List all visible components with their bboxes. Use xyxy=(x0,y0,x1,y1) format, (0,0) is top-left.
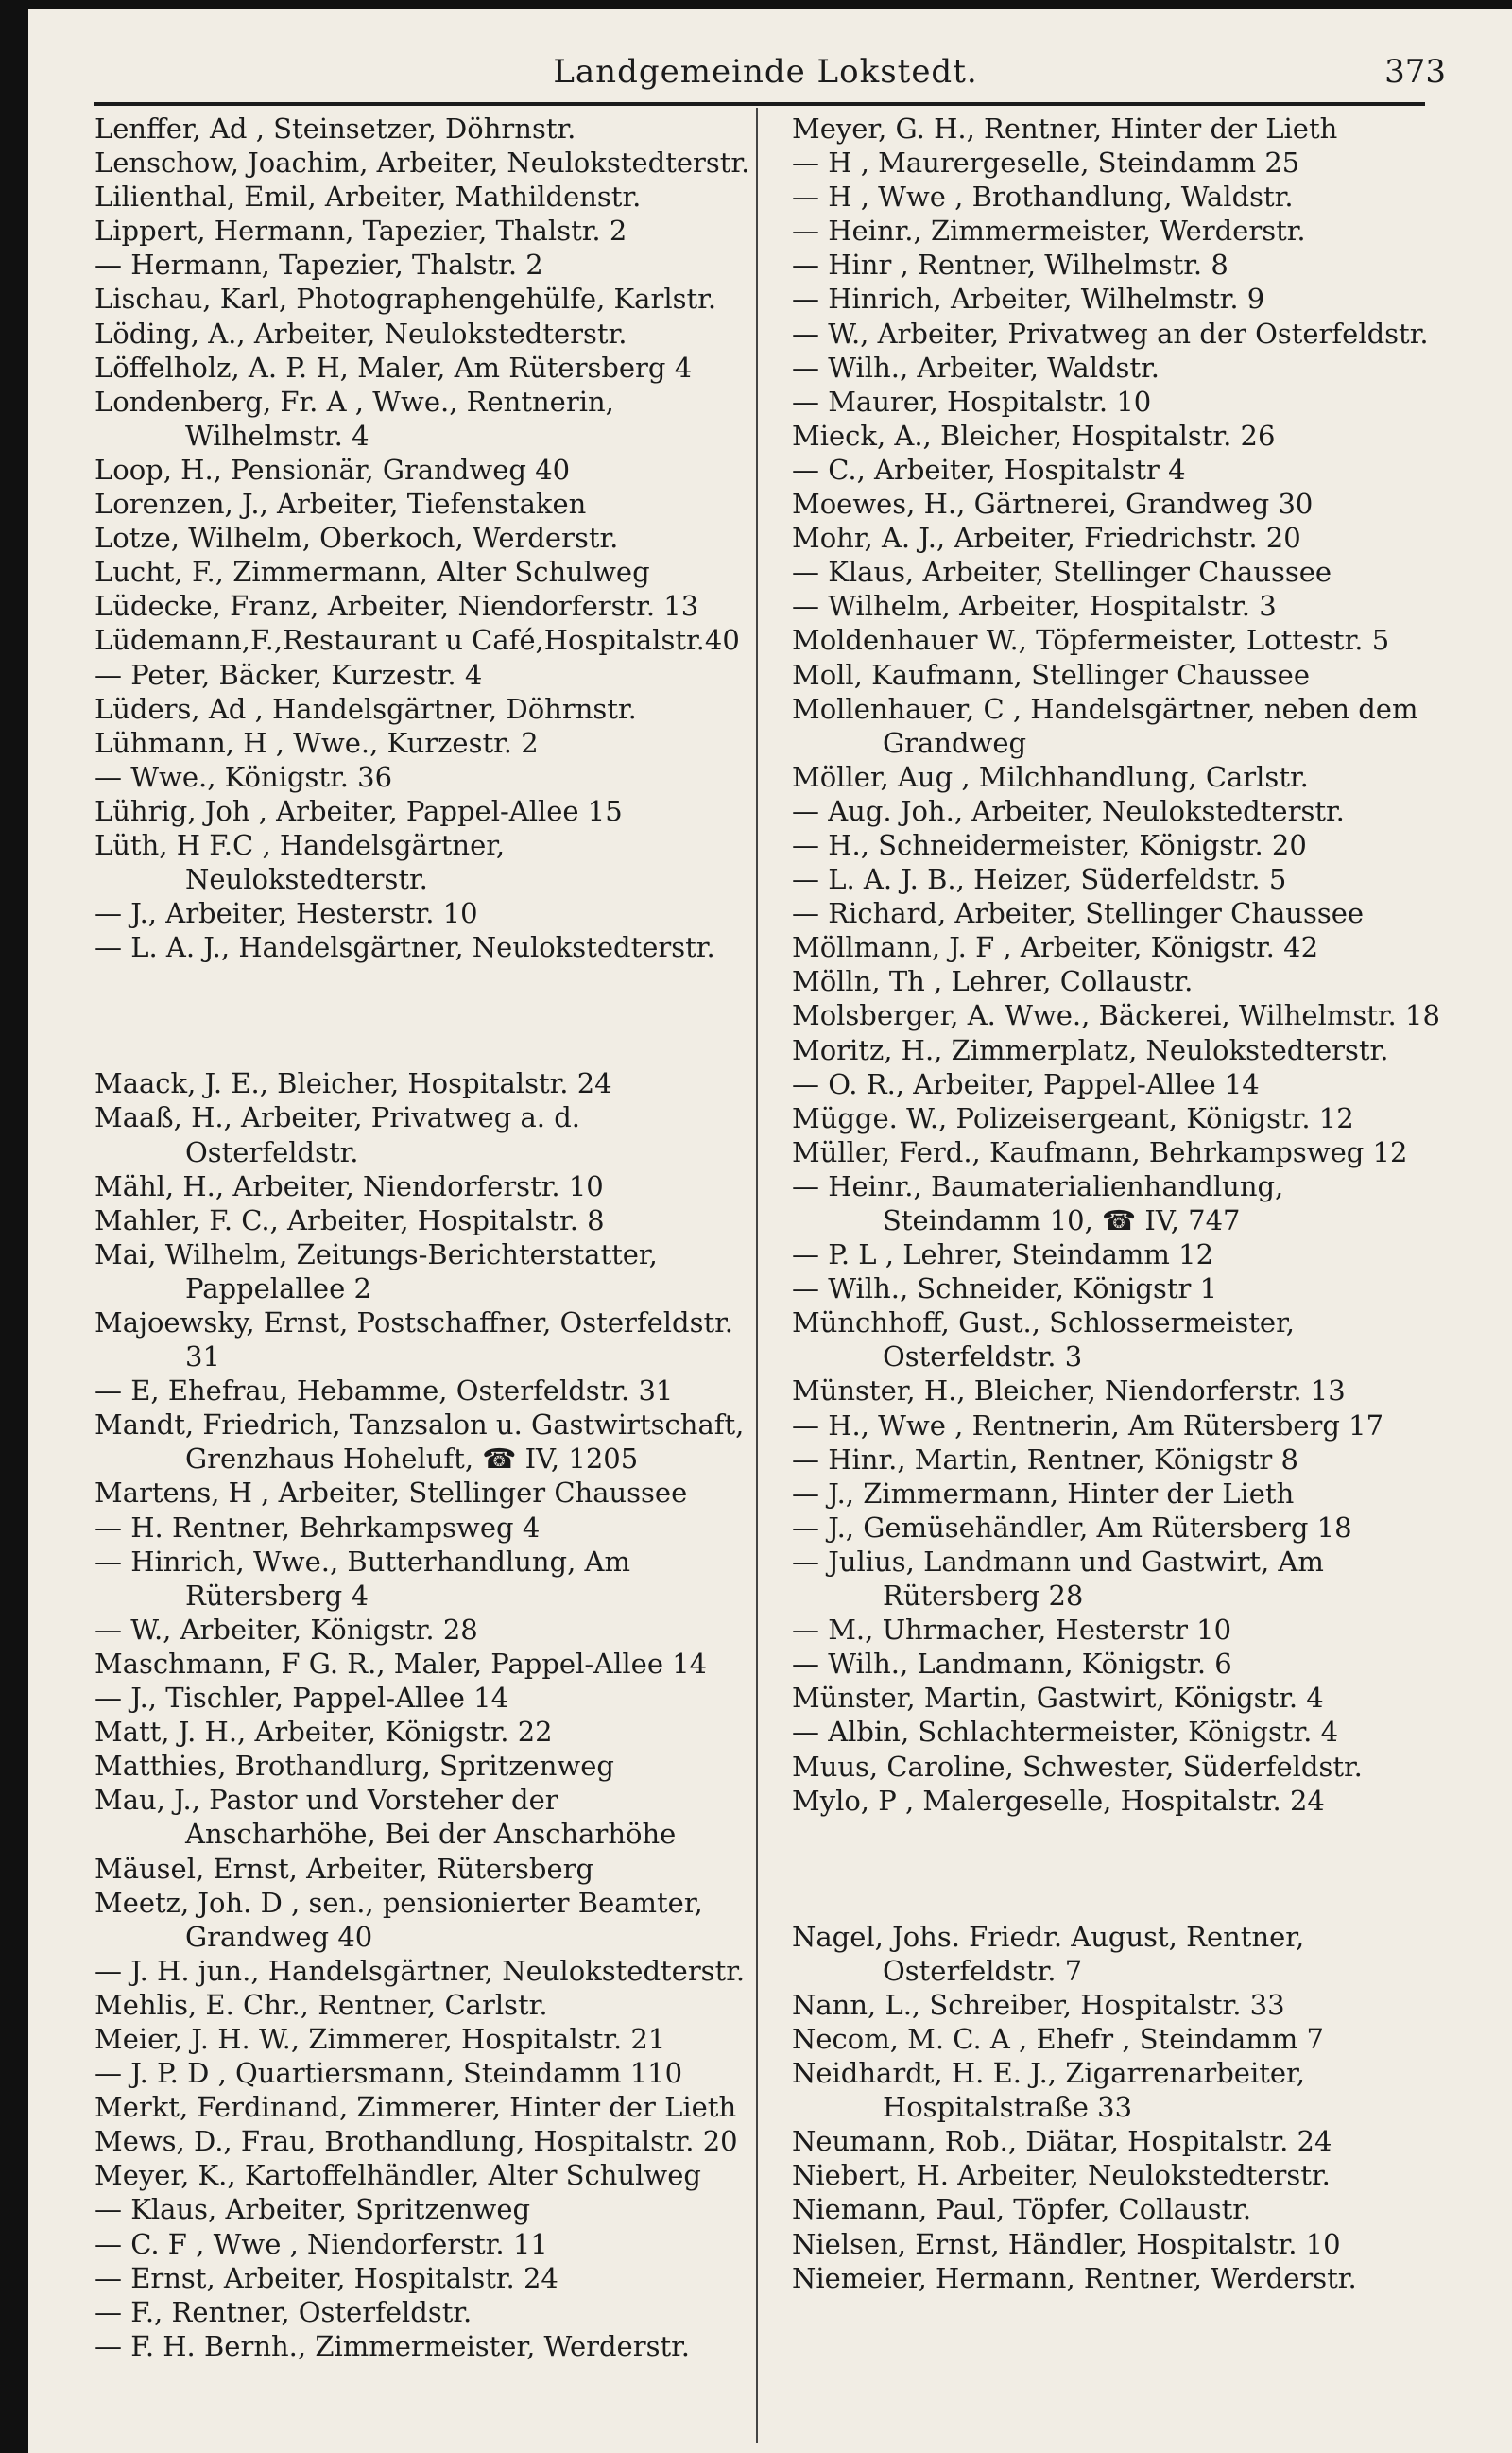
directory-entry: Mylo, P , Malergeselle, Hospitalstr. 24 xyxy=(792,1784,1325,1817)
directory-entry: — Wilh., Arbeiter, Waldstr. xyxy=(792,351,1160,384)
directory-entry: — Wilh., Schneider, Königstr 1 xyxy=(792,1272,1218,1305)
directory-entry: — Hermann, Tapezier, Thalstr. 2 xyxy=(94,249,543,282)
header-rule xyxy=(94,102,1425,106)
directory-entry: Maaß, H., Arbeiter, Privatweg a. d. Osterfeldstr. xyxy=(94,1101,581,1168)
directory-entry: Mai, Wilhelm, Zeitungs-Berichterstatter, Pappelallee 2 xyxy=(94,1237,658,1304)
directory-entry: — J., Tischler, Pappel-Allee 14 xyxy=(94,1682,509,1715)
directory-entry: Mandt, Friedrich, Tanzsalon u. Gastwirtschaft, Grenzhaus Hoheluft, ☎ IV, 1205 xyxy=(94,1408,745,1476)
directory-entry: — Wwe., Königstr. 36 xyxy=(94,760,393,793)
directory-entry: Müller, Ferd., Kaufmann, Behrkampsweg 12 xyxy=(792,1135,1408,1168)
directory-entry: Moewes, H., Gärtnerei, Grandweg 30 xyxy=(792,488,1314,521)
directory-entry: — Hinr., Martin, Rentner, Königstr 8 xyxy=(792,1442,1298,1476)
directory-entry: — J., Arbeiter, Hesterstr. 10 xyxy=(94,897,478,930)
directory-entry: Mieck, A., Bleicher, Hospitalstr. 26 xyxy=(792,419,1276,452)
directory-entry: Neumann, Rob., Diätar, Hospitalstr. 24 xyxy=(792,2125,1332,2158)
directory-entry: — P. L , Lehrer, Steindamm 12 xyxy=(792,1238,1214,1271)
directory-entry: Londenberg, Fr. A , Wwe., Rentnerin, Wilhelmstr. 4 xyxy=(94,385,614,452)
directory-entry: Moll, Kaufmann, Stellinger Chaussee xyxy=(792,658,1310,691)
directory-entry: Meier, J. H. W., Zimmerer, Hospitalstr. 21 xyxy=(94,2022,666,2055)
directory-entry: — J., Zimmermann, Hinter der Lieth xyxy=(792,1477,1295,1510)
directory-entry: Martens, H , Arbeiter, Stellinger Chaussee xyxy=(94,1477,688,1510)
left-column xyxy=(94,112,750,2363)
directory-entry: Nagel, Johs. Friedr. August, Rentner, Osterfeldstr. 7 xyxy=(792,1920,1305,1987)
directory-entry: — Hinrich, Wwe., Butterhandlung, Am Rütersberg 4 xyxy=(94,1545,631,1612)
directory-entry: — L. A. J., Handelsgärtner, Neulokstedterstr. xyxy=(94,931,715,964)
directory-entry: — F. H. Bernh., Zimmermeister, Werderstr. xyxy=(94,2329,691,2362)
directory-page xyxy=(28,9,1512,2453)
directory-entry: Lüders, Ad , Handelsgärtner, Döhrnstr. xyxy=(94,692,637,725)
directory-entry: — F., Rentner, Osterfeldstr. xyxy=(94,2295,472,2328)
directory-entry: Lüdecke, Franz, Arbeiter, Niendorferstr. 13 xyxy=(94,590,699,623)
directory-entry: Moldenhauer W., Töpfermeister, Lottestr. 5 xyxy=(792,624,1390,657)
directory-entry: — H , Wwe , Brothandlung, Waldstr. xyxy=(792,181,1294,214)
directory-entry: Mehlis, E. Chr., Rentner, Carlstr. xyxy=(94,1988,548,2021)
directory-entry: Niemann, Paul, Töpfer, Collaustr. xyxy=(792,2193,1252,2226)
directory-entry: — Wilh., Landmann, Königstr. 6 xyxy=(792,1648,1232,1681)
directory-entry: Möller, Aug , Milchhandlung, Carlstr. xyxy=(792,760,1309,793)
directory-entry: Meyer, G. H., Rentner, Hinter der Lieth xyxy=(792,112,1338,145)
running-title: Landgemeinde Lokstedt. xyxy=(553,53,978,91)
directory-entry: — J., Gemüsehändler, Am Rütersberg 18 xyxy=(792,1511,1352,1544)
directory-entry: Münchhoff, Gust., Schlossermeister, Osterfeldstr. 3 xyxy=(792,1306,1295,1373)
directory-entry: Lüth, H F.C , Handelsgärtner, Neulokstedterstr. xyxy=(94,828,506,896)
directory-entry: — Maurer, Hospitalstr. 10 xyxy=(792,385,1152,418)
directory-entry: — J. H. jun., Handelsgärtner, Neulokstedterstr. xyxy=(94,1954,746,1987)
directory-entry: Lenffer, Ad , Steinsetzer, Döhrnstr. xyxy=(94,112,576,145)
column-divider xyxy=(756,108,758,2443)
directory-entry: — C. F , Wwe , Niendorferstr. 11 xyxy=(94,2227,548,2260)
page-number: 373 xyxy=(1384,53,1446,91)
directory-entry: Münster, H., Bleicher, Niendorferstr. 13 xyxy=(792,1374,1346,1408)
directory-entry: — M., Uhrmacher, Hesterstr 10 xyxy=(792,1614,1232,1647)
directory-entry: — Ernst, Arbeiter, Hospitalstr. 24 xyxy=(94,2261,558,2294)
directory-entry: — W., Arbeiter, Privatweg an der Osterfeldstr. xyxy=(792,317,1429,350)
directory-entry: Niebert, H. Arbeiter, Neulokstedterstr. xyxy=(792,2159,1331,2192)
directory-entry: — Wilhelm, Arbeiter, Hospitalstr. 3 xyxy=(792,590,1277,623)
directory-entry: Lotze, Wilhelm, Oberkoch, Werderstr. xyxy=(94,522,619,555)
directory-entry: Matthies, Brothandlurg, Spritzenweg xyxy=(94,1750,614,1783)
directory-entry: Lenschow, Joachim, Arbeiter, Neulokstedterstr. xyxy=(94,147,750,180)
directory-entry: Möllmann, J. F , Arbeiter, Königstr. 42 xyxy=(792,931,1319,964)
directory-entry: Mollenhauer, C , Handelsgärtner, neben dem Grandweg xyxy=(792,692,1418,759)
directory-entry: Loop, H., Pensionär, Grandweg 40 xyxy=(94,453,571,486)
directory-entry: — Hinr , Rentner, Wilhelmstr. 8 xyxy=(792,249,1228,282)
section-gap xyxy=(792,1818,1444,1920)
directory-entry: — E, Ehefrau, Hebamme, Osterfeldstr. 31 xyxy=(94,1374,674,1408)
directory-entry: Moritz, H., Zimmerplatz, Neulokstedterstr. xyxy=(792,1033,1389,1066)
directory-entry: Mügge. W., Polizeisergeant, Königstr. 12 xyxy=(792,1101,1354,1134)
directory-entry: Maack, J. E., Bleicher, Hospitalstr. 24 xyxy=(94,1067,612,1100)
directory-entry: — Julius, Landmann und Gastwirt, Am Rütersberg 28 xyxy=(792,1545,1324,1613)
section-gap xyxy=(94,964,747,1066)
directory-entry: Lüdemann,F.,Restaurant u Café,Hospitalstr.40 xyxy=(94,624,740,657)
directory-entry: Löffelholz, A. P. H, Maler, Am Rütersberg 4 xyxy=(94,351,693,384)
directory-entry: — Klaus, Arbeiter, Spritzenweg xyxy=(94,2193,531,2226)
directory-entry: — Heinr., Baumaterialienhandlung, Steindamm 10, ☎ IV, 747 xyxy=(792,1169,1284,1236)
directory-entry: — L. A. J. B., Heizer, Süderfeldstr. 5 xyxy=(792,863,1287,896)
directory-entry: Meetz, Joh. D , sen., pensionierter Beamter, Grandweg 40 xyxy=(94,1886,703,1953)
directory-entry: Nann, L., Schreiber, Hospitalstr. 33 xyxy=(792,1988,1285,2021)
directory-entry: Maschmann, F G. R., Maler, Pappel-Allee 14 xyxy=(94,1647,708,1680)
directory-entry: Nielsen, Ernst, Händler, Hospitalstr. 10 xyxy=(792,2227,1341,2260)
directory-entry: — H., Schneidermeister, Königstr. 20 xyxy=(792,828,1307,861)
directory-entry: Mäusel, Ernst, Arbeiter, Rütersberg xyxy=(94,1852,594,1885)
directory-entry: Mohr, A. J., Arbeiter, Friedrichstr. 20 xyxy=(792,522,1301,555)
directory-entry: — H , Maurergeselle, Steindamm 25 xyxy=(792,147,1300,180)
directory-entry: — H. Rentner, Behrkampsweg 4 xyxy=(94,1511,541,1544)
right-column xyxy=(792,112,1444,2295)
directory-entry: Mahler, F. C., Arbeiter, Hospitalstr. 8 xyxy=(94,1203,605,1236)
directory-entry: Merkt, Ferdinand, Zimmerer, Hinter der Lieth xyxy=(94,2091,737,2124)
directory-entry: Mölln, Th , Lehrer, Collaustr. xyxy=(792,965,1194,998)
directory-entry: Necom, M. C. A , Ehefr , Steindamm 7 xyxy=(792,2022,1324,2055)
directory-entry: — Hinrich, Arbeiter, Wilhelmstr. 9 xyxy=(792,283,1265,316)
directory-entry: Niemeier, Hermann, Rentner, Werderstr. xyxy=(792,2261,1357,2294)
directory-entry: Molsberger, A. Wwe., Bäckerei, Wilhelmstr. 18 xyxy=(792,999,1440,1032)
directory-entry: — Peter, Bäcker, Kurzestr. 4 xyxy=(94,658,483,691)
directory-entry: Lischau, Karl, Photographengehülfe, Karlstr. xyxy=(94,283,717,316)
directory-entry: Münster, Martin, Gastwirt, Königstr. 4 xyxy=(792,1682,1324,1715)
directory-entry: Lucht, F., Zimmermann, Alter Schulweg xyxy=(94,556,650,589)
directory-entry: Lührig, Joh , Arbeiter, Pappel-Allee 15 xyxy=(94,794,623,827)
directory-entry: Lorenzen, J., Arbeiter, Tiefenstaken xyxy=(94,488,587,521)
directory-entry: — Klaus, Arbeiter, Stellinger Chaussee xyxy=(792,556,1332,589)
directory-entry: — Richard, Arbeiter, Stellinger Chaussee xyxy=(792,897,1365,930)
directory-entry: — Heinr., Zimmermeister, Werderstr. xyxy=(792,215,1306,248)
directory-entry: — C., Arbeiter, Hospitalstr 4 xyxy=(792,453,1186,486)
directory-entry: Lühmann, H , Wwe., Kurzestr. 2 xyxy=(94,726,539,759)
directory-entry: — J. P. D , Quartiersmann, Steindamm 110 xyxy=(94,2057,683,2090)
directory-entry: — Aug. Joh., Arbeiter, Neulokstedterstr. xyxy=(792,794,1345,827)
directory-entry: — W., Arbeiter, Königstr. 28 xyxy=(94,1613,478,1646)
directory-entry: Lilienthal, Emil, Arbeiter, Mathildenstr. xyxy=(94,181,642,214)
directory-entry: — H., Wwe , Rentnerin, Am Rütersberg 17 xyxy=(792,1408,1384,1442)
directory-entry: Neidhardt, H. E. J., Zigarrenarbeiter, Hospitalstraße 33 xyxy=(792,2057,1305,2124)
directory-entry: Matt, J. H., Arbeiter, Königstr. 22 xyxy=(94,1716,553,1749)
directory-entry: Muus, Caroline, Schwester, Süderfeldstr. xyxy=(792,1750,1363,1783)
directory-entry: Löding, A., Arbeiter, Neulokstedterstr. xyxy=(94,317,627,350)
page-header xyxy=(85,45,1446,98)
directory-entry: Mähl, H., Arbeiter, Niendorferstr. 10 xyxy=(94,1169,604,1202)
directory-entry: Meyer, K., Kartoffelhändler, Alter Schulweg xyxy=(94,2159,701,2192)
directory-entry: Mews, D., Frau, Brothandlung, Hospitalstr. 20 xyxy=(94,2125,738,2158)
directory-entry: — Albin, Schlachtermeister, Königstr. 4 xyxy=(792,1716,1339,1749)
directory-entry: Lippert, Hermann, Tapezier, Thalstr. 2 xyxy=(94,215,627,248)
directory-entry: — O. R., Arbeiter, Pappel-Allee 14 xyxy=(792,1067,1260,1100)
directory-entry: Majoewsky, Ernst, Postschaffner, Osterfeldstr. 31 xyxy=(94,1306,734,1373)
directory-entry: Mau, J., Pastor und Vorsteher der Anscharhöhe, Bei der Anscharhöhe xyxy=(94,1784,677,1851)
